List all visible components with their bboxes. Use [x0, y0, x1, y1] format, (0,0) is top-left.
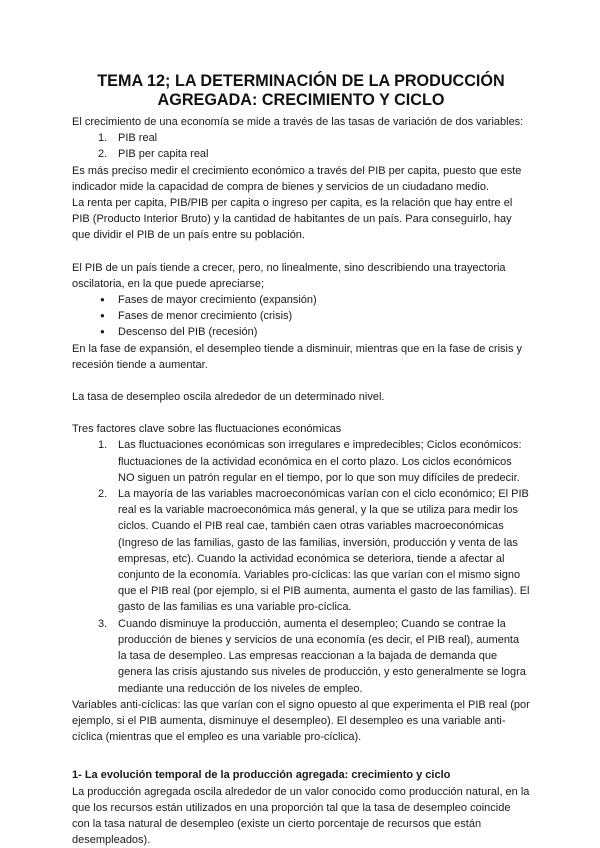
list-item: 2. PIB per capita real — [98, 148, 209, 161]
variables-list — [72, 130, 530, 162]
title-line-2: AGREGADA: CRECIMIENTO Y CICLO — [157, 91, 445, 109]
list-item: 2. La mayoría de las variables macroeconómicas varían con el ciclo económico; El PIB real es la variable macroeconómica más general, y la que se utiliza para medir los ciclos. Cuando el PIB real cae, también caen otras variables macroeconómicas (Ingreso de las familias, gasto de las familias, inversión, producción y venta de las empresas, etc). Cuando la actividad económica se deteriora, tiende a afectar al conjunto de la economía. Variables pro-cíclicas: las que varían con el mismo signo que el PIB real (por ejemplo, si el PIB aumenta, aumenta el gasto de las familias). El gasto de las familias es una variable pro-cíclica. — [98, 488, 530, 614]
list-item: ● Fases de menor crecimiento (crisis) — [100, 310, 293, 323]
anticiclicas-paragraph: Variables anti-cíclicas: las que varían con el signo opuesto al que experimenta el PIB real (por ejemplo, si el PIB aumenta, disminuye el desempleo). El desempleo es una variable anti-cíclica (mientras que el empleo es una variable pro-cíclica). — [72, 698, 530, 744]
intro-paragraph: El crecimiento de una economía se mide a través de las tasas de variación de dos variables: — [72, 116, 524, 128]
phases-list — [72, 292, 530, 341]
list-item: 3. Cuando disminuye la producción, aumenta el desempleo; Cuando se contrae la producción de bienes y servicios de una economía (es decir, el PIB real), aumenta la tasa de desempleo. Las empresas reaccionan a la bajada de demanda que genera las crisis ajustando sus niveles de producción, y esto generalmente se logra mediante una reducción de los niveles de empleo. — [98, 617, 526, 695]
title-line-1: TEMA 12; LA DETERMINACIÓN DE LA PRODUCCIÓN — [97, 72, 505, 90]
section-1-paragraph: La producción agregada oscila alrededor de un valor conocido como producción natural, en la que los recursos están utilizados en una proporción tal que la tasa de desempleo coincide con la tasa natural de desempleo (existe un cierto porcentaje de recursos que están desempleados). — [72, 785, 530, 847]
page-title — [72, 72, 530, 110]
pib-tiende-paragraph: El PIB de un país tiende a crecer, pero, no linealmente, sino describiendo una trayectoria oscilatoria, en la que puede apreciarse; — [72, 261, 506, 290]
list-item: 1. Las fluctuaciones económicas son irregulares e impredecibles; Ciclos económicos: fluctuaciones de la actividad económica en el corto plazo. Los ciclos económicos NO siguen un patrón regular en el tiempo, por lo que son muy difíciles de predecir. — [98, 439, 522, 484]
precision-paragraph: Es más preciso medir el crecimiento económico a través del PIB per capita, puesto que este indicador mide la capacidad de compra de bienes y servicios de un ciudadano medio. — [72, 164, 522, 193]
section-1-heading: 1- La evolución temporal de la producción agregada: crecimiento y ciclo — [72, 769, 451, 782]
renta-paragraph: La renta per capita, PIB/PIB per capita o ingreso per capita, es la relación que hay entre el PIB (Producto Interior Bruto) y la cantidad de habitantes de un país. Para conseguirlo, hay que dividir el PIB de un país entre su población. — [72, 197, 513, 242]
list-item: 1. PIB real — [98, 132, 158, 145]
list-item: ● Fases de mayor crecimiento (expansión) — [100, 294, 317, 307]
list-item: ● Descenso del PIB (recesión) — [100, 326, 258, 339]
tasa-paragraph: La tasa de desempleo oscila alrededor de un determinado nivel. — [72, 391, 385, 404]
factors-list — [72, 437, 530, 696]
factors-heading: Tres factores clave sobre las fluctuaciones económicas — [72, 423, 342, 436]
expansion-paragraph: En la fase de expansión, el desempleo tiende a disminuir, mientras que en la fase de crisis y recesión tiende a aumentar. — [72, 342, 523, 371]
